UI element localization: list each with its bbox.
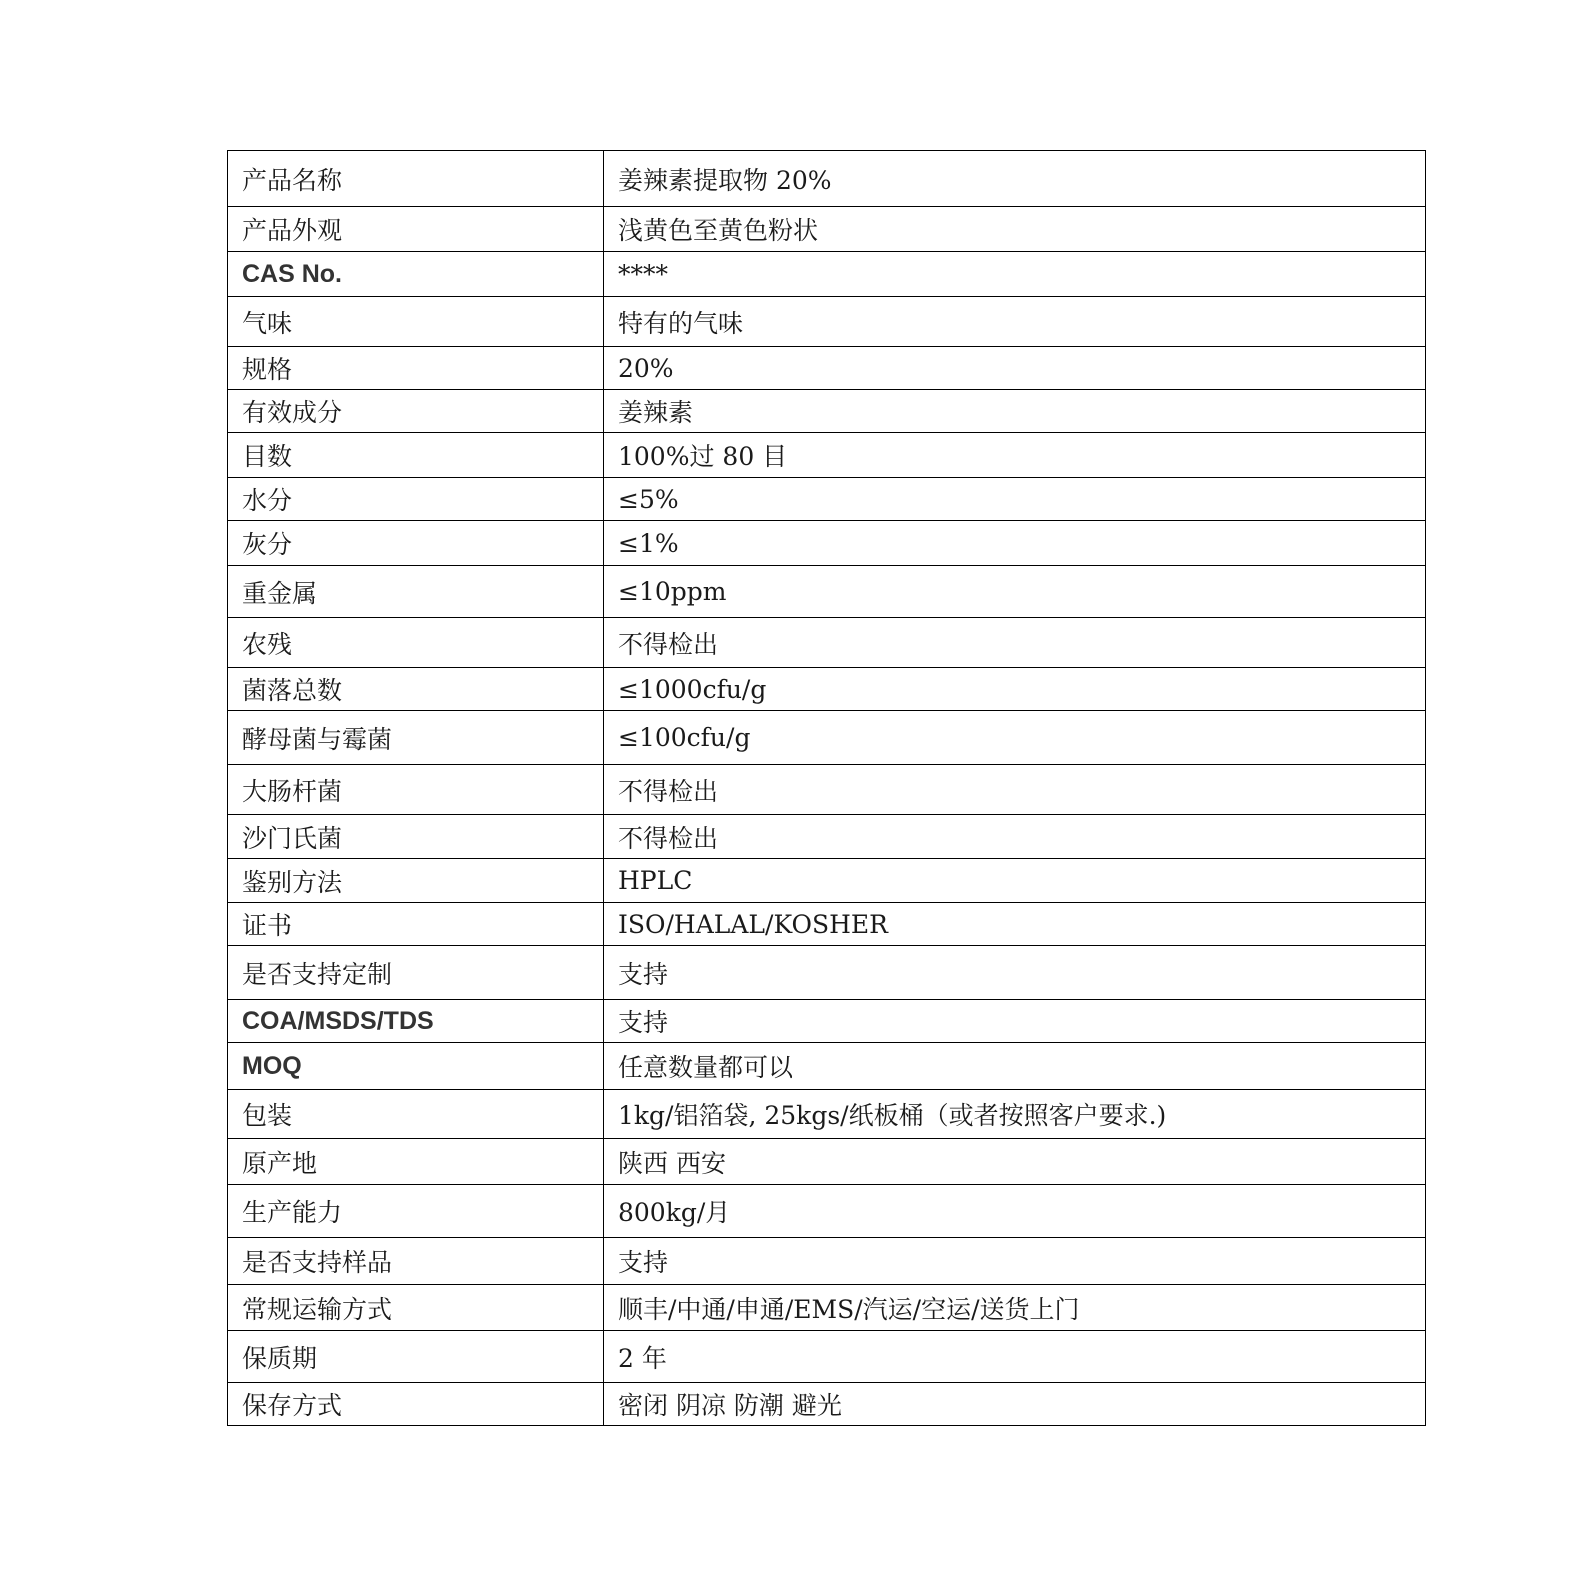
table-row	[228, 903, 1426, 946]
row-value: 800kg/月	[604, 1185, 1426, 1238]
row-label: 是否支持定制	[228, 946, 604, 1000]
row-label: 沙门氏菌	[228, 815, 604, 859]
row-label: 生产能力	[228, 1185, 604, 1238]
table-row	[228, 433, 1426, 478]
row-label: 产品外观	[228, 207, 604, 252]
row-value: 2 年	[604, 1331, 1426, 1383]
row-label: 重金属	[228, 566, 604, 618]
row-label: 保质期	[228, 1331, 604, 1383]
row-label: 证书	[228, 903, 604, 946]
row-value: ISO/HALAL/KOSHER	[604, 903, 1426, 946]
row-label: 是否支持样品	[228, 1238, 604, 1285]
table-row	[228, 815, 1426, 859]
row-value: ≤100cfu/g	[604, 711, 1426, 765]
row-label: 灰分	[228, 521, 604, 566]
row-label: 鉴别方法	[228, 859, 604, 903]
table-row	[228, 478, 1426, 521]
row-value: ≤1%	[604, 521, 1426, 566]
row-value: 姜辣素提取物 20%	[604, 151, 1426, 207]
table-row	[228, 668, 1426, 711]
row-label: 常规运输方式	[228, 1285, 604, 1331]
table-row	[228, 859, 1426, 903]
table-row	[228, 252, 1426, 297]
row-value: 支持	[604, 946, 1426, 1000]
row-label: 包装	[228, 1090, 604, 1139]
row-label: 规格	[228, 347, 604, 390]
row-value: ****	[604, 252, 1426, 297]
table-row	[228, 1139, 1426, 1185]
table-row	[228, 151, 1426, 207]
row-label: COA/MSDS/TDS	[228, 1000, 604, 1043]
table-row	[228, 946, 1426, 1000]
table-row	[228, 207, 1426, 252]
table-row	[228, 1331, 1426, 1383]
row-value: 任意数量都可以	[604, 1043, 1426, 1090]
row-value: 密闭 阴凉 防潮 避光	[604, 1383, 1426, 1426]
row-value: ≤1000cfu/g	[604, 668, 1426, 711]
table-row	[228, 521, 1426, 566]
table-row	[228, 1185, 1426, 1238]
row-label: 保存方式	[228, 1383, 604, 1426]
table-row	[228, 1285, 1426, 1331]
row-value: 支持	[604, 1000, 1426, 1043]
row-value: HPLC	[604, 859, 1426, 903]
row-label: 水分	[228, 478, 604, 521]
table-row	[228, 347, 1426, 390]
row-label: 酵母菌与霉菌	[228, 711, 604, 765]
row-label: 菌落总数	[228, 668, 604, 711]
table-row	[228, 1383, 1426, 1426]
table-row	[228, 1043, 1426, 1090]
table-row	[228, 618, 1426, 668]
table-row	[228, 566, 1426, 618]
row-value: 支持	[604, 1238, 1426, 1285]
row-value: 特有的气味	[604, 297, 1426, 347]
row-value: 20%	[604, 347, 1426, 390]
table-row	[228, 1000, 1426, 1043]
row-value: 顺丰/中通/申通/EMS/汽运/空运/送货上门	[604, 1285, 1426, 1331]
row-value: 浅黄色至黄色粉状	[604, 207, 1426, 252]
table-row	[228, 1090, 1426, 1139]
table-row	[228, 1238, 1426, 1285]
row-label: 大肠杆菌	[228, 765, 604, 815]
row-label: 农残	[228, 618, 604, 668]
table-row	[228, 765, 1426, 815]
table-row	[228, 297, 1426, 347]
row-label: 有效成分	[228, 390, 604, 433]
row-value: ≤5%	[604, 478, 1426, 521]
table-row	[228, 711, 1426, 765]
row-value: 姜辣素	[604, 390, 1426, 433]
row-value: 不得检出	[604, 618, 1426, 668]
row-label: CAS No.	[228, 252, 604, 297]
table-row	[228, 390, 1426, 433]
row-label: MOQ	[228, 1043, 604, 1090]
row-label: 产品名称	[228, 151, 604, 207]
product-spec-table	[227, 150, 1426, 1426]
row-value: ≤10ppm	[604, 566, 1426, 618]
row-label: 目数	[228, 433, 604, 478]
row-label: 原产地	[228, 1139, 604, 1185]
row-value: 100%过 80 目	[604, 433, 1426, 478]
row-value: 不得检出	[604, 815, 1426, 859]
row-value: 1kg/铝箔袋, 25kgs/纸板桶（或者按照客户要求.)	[604, 1090, 1426, 1139]
row-value: 陕西 西安	[604, 1139, 1426, 1185]
row-label: 气味	[228, 297, 604, 347]
row-value: 不得检出	[604, 765, 1426, 815]
